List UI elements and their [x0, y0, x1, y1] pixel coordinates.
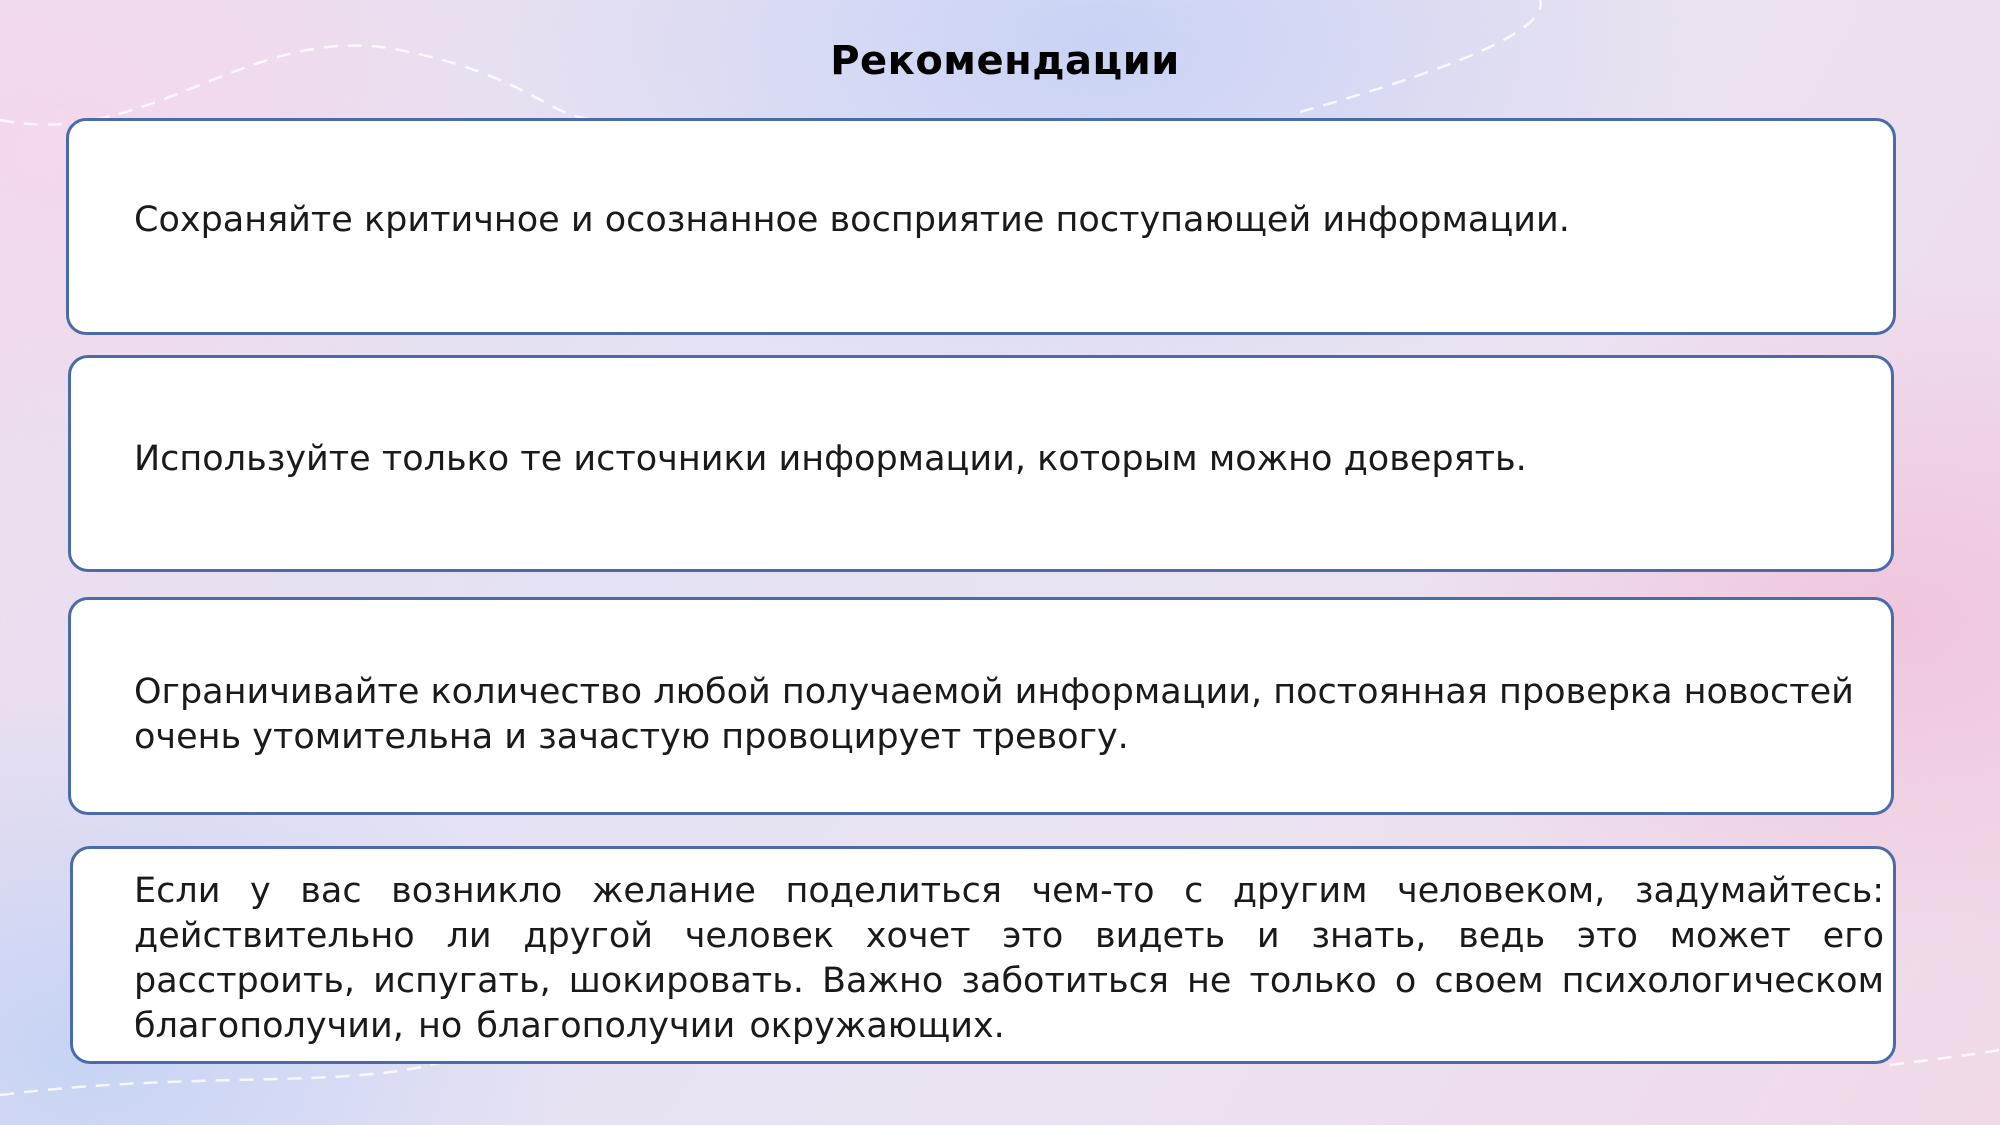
recommendation-text-4: Если у вас возникло желание поделиться чем-то с другим человеком, задумайтесь: действительно ли другой человек хочет это видеть и знать, ведь это может его расстроить, испугать, шокировать. Важно заботиться не только о своем психологическом благополучии, но благополучии окружающих.: [134, 871, 1884, 1046]
recommendation-text-3: Ограничивайте количество любой получаемой информации, постоянная проверка новостей очень утомительна и зачастую провоцирует тревогу.: [134, 672, 1854, 757]
slide-title: Рекомендации: [830, 38, 1180, 84]
recommendation-text-2: Используйте только те источники информации, которым можно доверять.: [134, 439, 1527, 479]
recommendation-card-4: [70, 846, 1896, 1064]
recommendation-text-1: Сохраняйте критичное и осознанное восприятие поступающей информации.: [134, 200, 1570, 240]
recommendation-card-2: [68, 355, 1894, 572]
recommendation-card-3: [68, 597, 1894, 815]
recommendation-card-1: [66, 118, 1896, 335]
